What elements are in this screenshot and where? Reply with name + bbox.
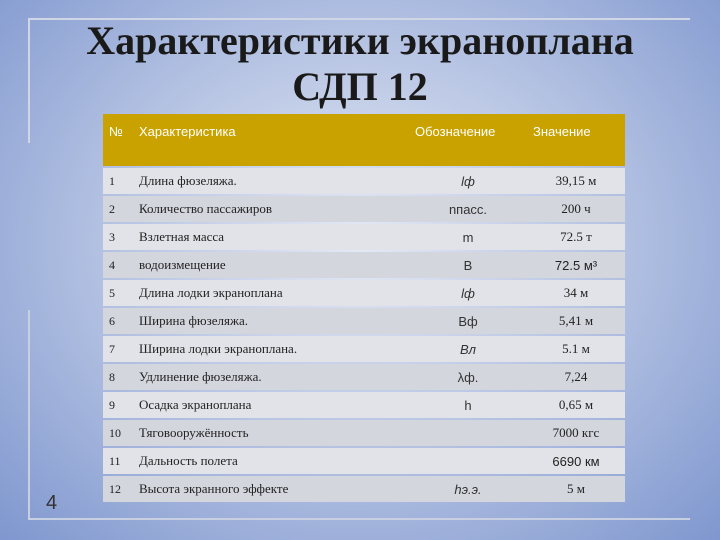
row-symbol: λф. [409,364,527,390]
decorative-frame-bottom [28,518,690,520]
table-row [103,252,625,278]
row-symbol: В [409,252,527,278]
specs-table [103,112,625,504]
slide-title-line1: Характеристики экраноплана [86,18,634,63]
row-value: 200 ч [527,196,625,222]
row-value: 5 м [527,476,625,502]
row-name: Длина фюзеляжа. [133,168,409,194]
slide-number: 4 [46,492,58,514]
row-value: 0,65 м [527,392,625,418]
row-value: 5.1 м [527,336,625,362]
row-num: 6 [103,308,133,334]
row-name: Высота экранного эффекте [133,476,409,502]
row-name: Осадка экраноплана [133,392,409,418]
table-row [103,336,625,362]
table-row [103,364,625,390]
row-name: Ширина фюзеляжа. [133,308,409,334]
decorative-frame-left-lower [28,310,30,520]
row-name: Дальность полета [133,448,409,474]
row-num: 1 [103,168,133,194]
row-num: 12 [103,476,133,502]
row-symbol: hэ.э. [409,476,527,502]
row-num: 9 [103,392,133,418]
row-num: 2 [103,196,133,222]
header-symbol: Обозначение [409,114,527,166]
table-row [103,196,625,222]
slide-title-line2: СДП 12 [292,64,428,109]
row-name: Взлетная масса [133,224,409,250]
row-num: 3 [103,224,133,250]
row-name: Удлинение фюзеляжа. [133,364,409,390]
row-symbol: Вф [409,308,527,334]
table-row [103,168,625,194]
row-symbol: lф [409,280,527,306]
table-row [103,308,625,334]
table-row [103,280,625,306]
row-name: Длина лодки экраноплана [133,280,409,306]
row-value: 72.5 м³ [527,252,625,278]
table-row [103,476,625,502]
row-symbol [409,420,527,446]
row-num: 8 [103,364,133,390]
row-num: 7 [103,336,133,362]
row-symbol: lф [409,168,527,194]
row-symbol [409,448,527,474]
row-name: Количество пассажиров [133,196,409,222]
row-num: 4 [103,252,133,278]
row-symbol: m [409,224,527,250]
table-header-row [103,114,625,166]
slide-title [40,18,680,110]
row-value: 72.5 т [527,224,625,250]
row-name: Ширина лодки экраноплана. [133,336,409,362]
row-num: 5 [103,280,133,306]
row-name: Тяговооружённость [133,420,409,446]
row-name: водоизмещение [133,252,409,278]
table-row [103,392,625,418]
header-num: № [103,114,133,166]
row-value: 7000 кгс [527,420,625,446]
table-row [103,224,625,250]
header-name: Характеристика [133,114,409,166]
row-value: 7,24 [527,364,625,390]
header-value: Значение [527,114,625,166]
row-num: 10 [103,420,133,446]
decorative-frame-left [28,18,30,143]
row-value: 6690 км [527,448,625,474]
row-symbol: nпасс. [409,196,527,222]
table-row [103,448,625,474]
row-symbol: h [409,392,527,418]
table-row [103,420,625,446]
row-value: 34 м [527,280,625,306]
row-symbol: Вл [409,336,527,362]
row-value: 5,41 м [527,308,625,334]
row-num: 11 [103,448,133,474]
row-value: 39,15 м [527,168,625,194]
